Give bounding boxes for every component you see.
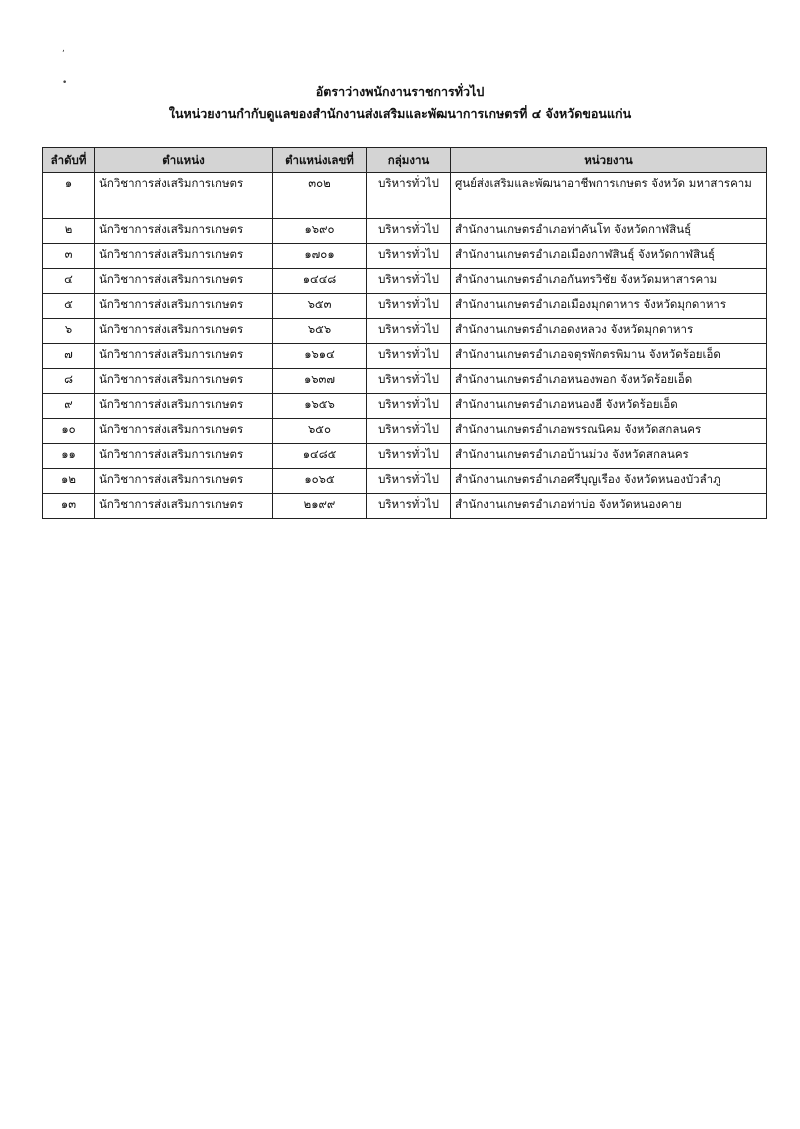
cell-unit: สำนักงานเกษตรอำเภอพรรณนิคม จังหวัดสกลนคร	[451, 419, 767, 444]
table-row	[43, 344, 767, 369]
cell-position-number: ๓๐๒	[273, 173, 367, 219]
cell-position: นักวิชาการส่งเสริมการเกษตร	[95, 444, 273, 469]
cell-unit: ศูนย์ส่งเสริมและพัฒนาอาชีพการเกษตร จังหวัด มหาสารคาม	[451, 173, 767, 219]
cell-position-number: ๑๔๘๕	[273, 444, 367, 469]
cell-unit: สำนักงานเกษตรอำเภอเมืองมุกดาหาร จังหวัดมุกดาหาร	[451, 294, 767, 319]
cell-no: ๑	[43, 173, 95, 219]
table-row	[43, 419, 767, 444]
cell-work-group: บริหารทั่วไป	[367, 469, 451, 494]
cell-position: นักวิชาการส่งเสริมการเกษตร	[95, 244, 273, 269]
cell-unit: สำนักงานเกษตรอำเภอศรีบุญเรือง จังหวัดหนองบัวลำภู	[451, 469, 767, 494]
header-unit: หน่วยงาน	[451, 148, 767, 173]
table-row	[43, 444, 767, 469]
cell-no: ๗	[43, 344, 95, 369]
cell-unit: สำนักงานเกษตรอำเภอหนองฮี จังหวัดร้อยเอ็ด	[451, 394, 767, 419]
table-body	[43, 173, 767, 519]
header-work-group: กลุ่มงาน	[367, 148, 451, 173]
cell-position: นักวิชาการส่งเสริมการเกษตร	[95, 419, 273, 444]
cell-no: ๑๑	[43, 444, 95, 469]
table-row	[43, 494, 767, 519]
vacancy-table	[42, 147, 767, 519]
cell-no: ๒	[43, 219, 95, 244]
cell-work-group: บริหารทั่วไป	[367, 173, 451, 219]
cell-unit: สำนักงานเกษตรอำเภอเมืองกาฬสินธุ์ จังหวัดกาฬสินธุ์	[451, 244, 767, 269]
cell-position-number: ๖๕๓	[273, 294, 367, 319]
cell-no: ๘	[43, 369, 95, 394]
table-row	[43, 244, 767, 269]
table-row	[43, 219, 767, 244]
header-position-number: ตำแหน่งเลขที่	[273, 148, 367, 173]
table-row	[43, 269, 767, 294]
table-row	[43, 469, 767, 494]
cell-position: นักวิชาการส่งเสริมการเกษตร	[95, 369, 273, 394]
cell-unit: สำนักงานเกษตรอำเภอหนองพอก จังหวัดร้อยเอ็ด	[451, 369, 767, 394]
cell-position: นักวิชาการส่งเสริมการเกษตร	[95, 469, 273, 494]
cell-no: ๕	[43, 294, 95, 319]
cell-unit: สำนักงานเกษตรอำเภอจตุรพักตรพิมาน จังหวัดร้อยเอ็ด	[451, 344, 767, 369]
cell-position-number: ๖๕๖	[273, 319, 367, 344]
cell-work-group: บริหารทั่วไป	[367, 344, 451, 369]
cell-position: นักวิชาการส่งเสริมการเกษตร	[95, 269, 273, 294]
table-header-row	[43, 148, 767, 173]
cell-position-number: ๑๔๔๘	[273, 269, 367, 294]
cell-work-group: บริหารทั่วไป	[367, 269, 451, 294]
cell-position-number: ๒๑๙๙	[273, 494, 367, 519]
cell-work-group: บริหารทั่วไป	[367, 219, 451, 244]
cell-work-group: บริหารทั่วไป	[367, 319, 451, 344]
cell-position-number: ๑๖๙๐	[273, 219, 367, 244]
cell-unit: สำนักงานเกษตรอำเภอท่าบ่อ จังหวัดหนองคาย	[451, 494, 767, 519]
table-row	[43, 173, 767, 219]
header-position: ตำแหน่ง	[95, 148, 273, 173]
cell-work-group: บริหารทั่วไป	[367, 494, 451, 519]
cell-work-group: บริหารทั่วไป	[367, 394, 451, 419]
cell-no: ๖	[43, 319, 95, 344]
cell-position-number: ๑๐๖๕	[273, 469, 367, 494]
cell-position: นักวิชาการส่งเสริมการเกษตร	[95, 319, 273, 344]
cell-work-group: บริหารทั่วไป	[367, 419, 451, 444]
cell-position-number: ๑๗๐๑	[273, 244, 367, 269]
cell-position: นักวิชาการส่งเสริมการเกษตร	[95, 494, 273, 519]
table-row	[43, 369, 767, 394]
cell-unit: สำนักงานเกษตรอำเภอท่าคันโท จังหวัดกาฬสินธุ์	[451, 219, 767, 244]
cell-work-group: บริหารทั่วไป	[367, 444, 451, 469]
scan-dot: •	[62, 78, 68, 88]
cell-no: ๙	[43, 394, 95, 419]
cell-no: ๔	[43, 269, 95, 294]
cell-position: นักวิชาการส่งเสริมการเกษตร	[95, 294, 273, 319]
cell-work-group: บริหารทั่วไป	[367, 244, 451, 269]
cell-work-group: บริหารทั่วไป	[367, 369, 451, 394]
header-no: ลำดับที่	[43, 148, 95, 173]
cell-no: ๑๒	[43, 469, 95, 494]
cell-position-number: ๑๖๑๔	[273, 344, 367, 369]
document-subtitle: ในหน่วยงานกำกับดูแลของสำนักงานส่งเสริมและพัฒนาการเกษตรที่ ๔ จังหวัดขอนแก่น	[168, 106, 632, 121]
cell-position-number: ๑๖๓๗	[273, 369, 367, 394]
cell-no: ๑๐	[43, 419, 95, 444]
cell-position: นักวิชาการส่งเสริมการเกษตร	[95, 394, 273, 419]
cell-unit: สำนักงานเกษตรอำเภอบ้านม่วง จังหวัดสกลนคร	[451, 444, 767, 469]
cell-position: นักวิชาการส่งเสริมการเกษตร	[95, 219, 273, 244]
cell-unit: สำนักงานเกษตรอำเภอกันทรวิชัย จังหวัดมหาสารคาม	[451, 269, 767, 294]
table-row	[43, 319, 767, 344]
cell-position-number: ๖๕๐	[273, 419, 367, 444]
cell-work-group: บริหารทั่วไป	[367, 294, 451, 319]
table-row	[43, 394, 767, 419]
table-row	[43, 294, 767, 319]
cell-position: นักวิชาการส่งเสริมการเกษตร	[95, 344, 273, 369]
cell-no: ๑๓	[43, 494, 95, 519]
scan-mark: ,	[62, 44, 65, 54]
cell-unit: สำนักงานเกษตรอำเภอดงหลวง จังหวัดมุกดาหาร	[451, 319, 767, 344]
document-title: อัตราว่างพนักงานราชการทั่วไป	[315, 84, 485, 99]
cell-position: นักวิชาการส่งเสริมการเกษตร	[95, 173, 273, 219]
cell-no: ๓	[43, 244, 95, 269]
cell-position-number: ๑๖๕๖	[273, 394, 367, 419]
